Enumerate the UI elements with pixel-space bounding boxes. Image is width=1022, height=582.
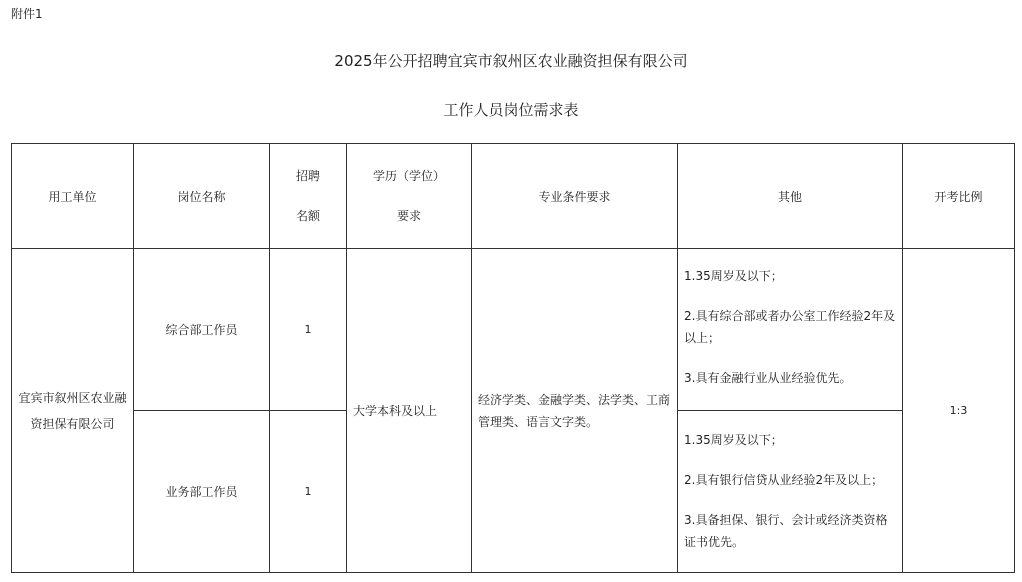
header-position: 岗位名称 [134, 144, 270, 249]
other-item: 1.35周岁及以下； [684, 433, 783, 447]
other-item: 2.具有银行信贷从业经验2年及以上； [684, 473, 884, 487]
other-item: 3.具备担保、银行、会计或经济类资格证书优先。 [684, 513, 888, 549]
education-cell: 大学本科及以上 [347, 249, 472, 573]
position-requirements-table [11, 143, 1015, 573]
header-employer: 用工单位 [12, 144, 134, 249]
header-education-line1: 学历（学位） [372, 169, 445, 183]
position-name-cell: 业务部工作员 [134, 411, 270, 573]
attachment-label: 附件1 [11, 7, 43, 21]
header-major: 专业条件要求 [472, 144, 678, 249]
header-quota-line2: 名额 [295, 209, 320, 223]
major-requirement-cell: 经济学类、金融学类、法学类、工商管理类、语言文字类。 [472, 249, 678, 573]
header-education [347, 144, 472, 249]
ratio-cell: 1:3 [903, 249, 1015, 573]
table-row [12, 249, 1015, 411]
employer-cell: 宜宾市叙州区农业融资担保有限公司 [12, 249, 134, 573]
table-header-row [12, 144, 1015, 249]
position-quota-cell: 1 [270, 411, 347, 573]
position-quota-cell: 1 [270, 249, 347, 411]
header-other: 其他 [678, 144, 903, 249]
other-item: 3.具有金融行业从业经验优先。 [684, 371, 852, 385]
other-item: 1.35周岁及以下； [684, 269, 783, 283]
header-ratio: 开考比例 [903, 144, 1015, 249]
position-name-cell: 综合部工作员 [134, 249, 270, 411]
header-education-line2: 要求 [396, 209, 421, 223]
other-requirements-cell [678, 249, 903, 411]
header-quota-line1: 招聘 [295, 169, 320, 183]
document-subtitle: 工作人员岗位需求表 [443, 101, 579, 119]
other-item: 2.具有综合部或者办公室工作经验2年及以上； [684, 309, 896, 345]
header-quota [270, 144, 347, 249]
document-title: 2025年公开招聘宜宾市叙州区农业融资担保有限公司 [334, 52, 688, 70]
other-requirements-cell [678, 411, 903, 573]
